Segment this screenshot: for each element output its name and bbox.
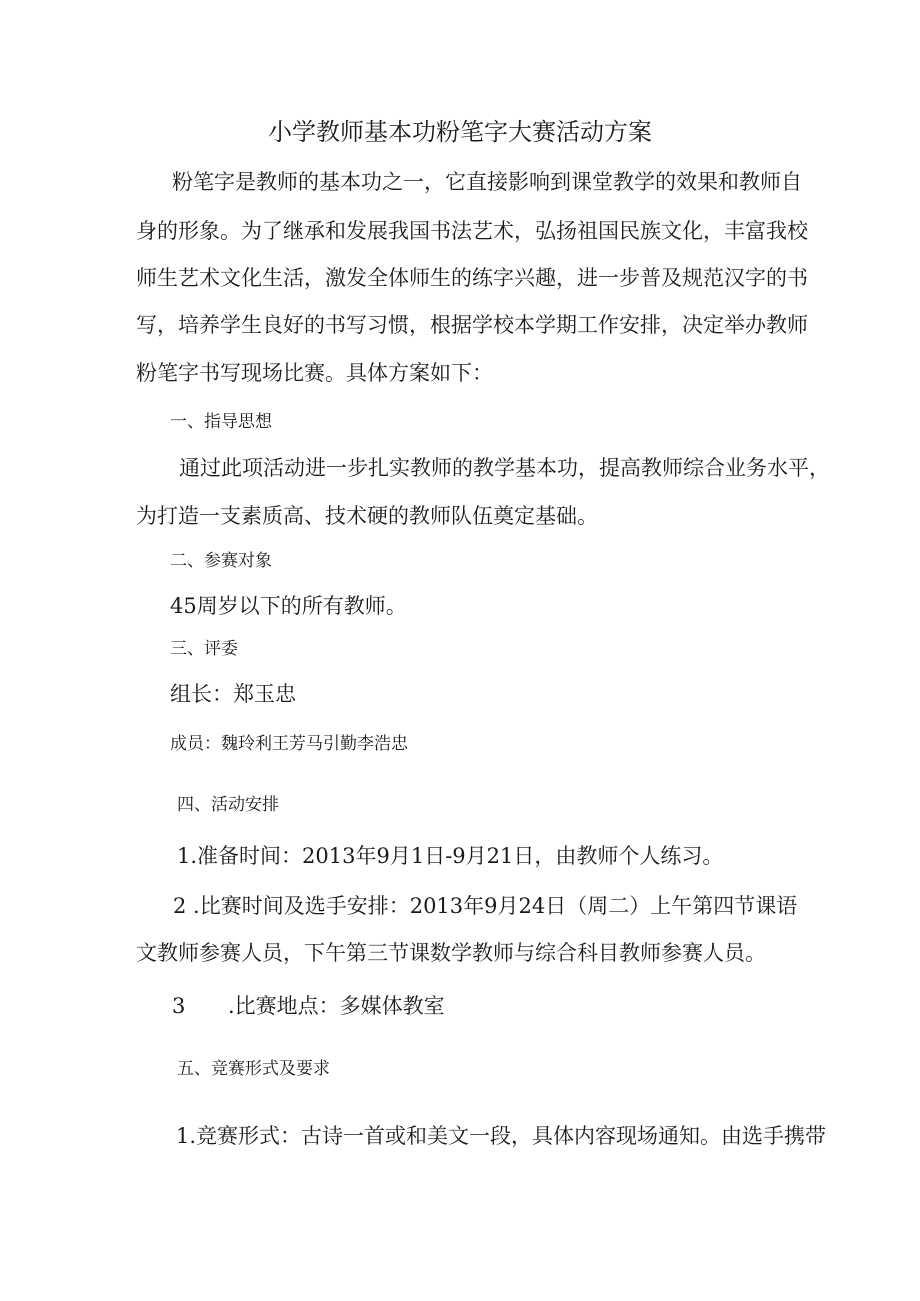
section1-line-1: 通过此项活动进一步扎实教师的教学基本功，提高教师综合业务水平， [179, 456, 830, 480]
intro-line-2: 身的形象。为了继承和发展我国书法艺术，弘扬祖国民族文化，丰富我校 [136, 219, 808, 243]
intro-line-3: 师生艺术文化生活，激发全体师生的练字兴趣，进一步普及规范汉字的书 [136, 266, 808, 290]
section1-line-2: 为打造一支素质高、技术硬的教师队伍奠定基础。 [136, 504, 598, 528]
judges-leader: 组长：郑玉忠 [170, 682, 296, 706]
section-heading-5: 五、竞赛形式及要求 [177, 1059, 330, 1079]
section2-text: 45周岁以下的所有教师。 [170, 594, 407, 618]
schedule-item-2-line-1: 2 .比赛时间及选手安排：2013年9月24日（周二）上午第四节课语 [173, 894, 798, 918]
intro-line-5: 粉笔字书写现场比赛。具体方案如下： [136, 361, 493, 385]
section-heading-1: 一、指导思想 [170, 412, 272, 432]
document-title: 小学教师基本功粉笔字大赛活动方案 [268, 118, 652, 146]
schedule-item-3-number: 3 [172, 994, 186, 1018]
judges-members: 成员：魏玲利王芳马引勤李浩忠 [170, 734, 408, 754]
schedule-item-2-line-2: 文教师参赛人员，下午第三节课数学教师与综合科目教师参赛人员。 [136, 941, 766, 965]
intro-line-4: 写，培养学生良好的书写习惯，根据学校本学期工作安排，决定举办教师 [136, 313, 808, 337]
schedule-item-3-text: .比赛地点：多媒体教室 [228, 994, 445, 1018]
section-heading-3: 三、评委 [170, 639, 238, 659]
intro-line-1: 粉笔字是教师的基本功之一，它直接影响到课堂教学的效果和教师自 [172, 170, 802, 194]
format-item-1: 1.竞赛形式：古诗一首或和美文一段，具体内容现场通知。由选手携带 [176, 1124, 827, 1148]
section-heading-4: 四、活动安排 [177, 795, 279, 815]
schedule-item-1: 1.准备时间：2013年9月1日-9月21日，由教师个人练习。 [177, 844, 724, 868]
section-heading-2: 二、参赛对象 [170, 551, 272, 571]
